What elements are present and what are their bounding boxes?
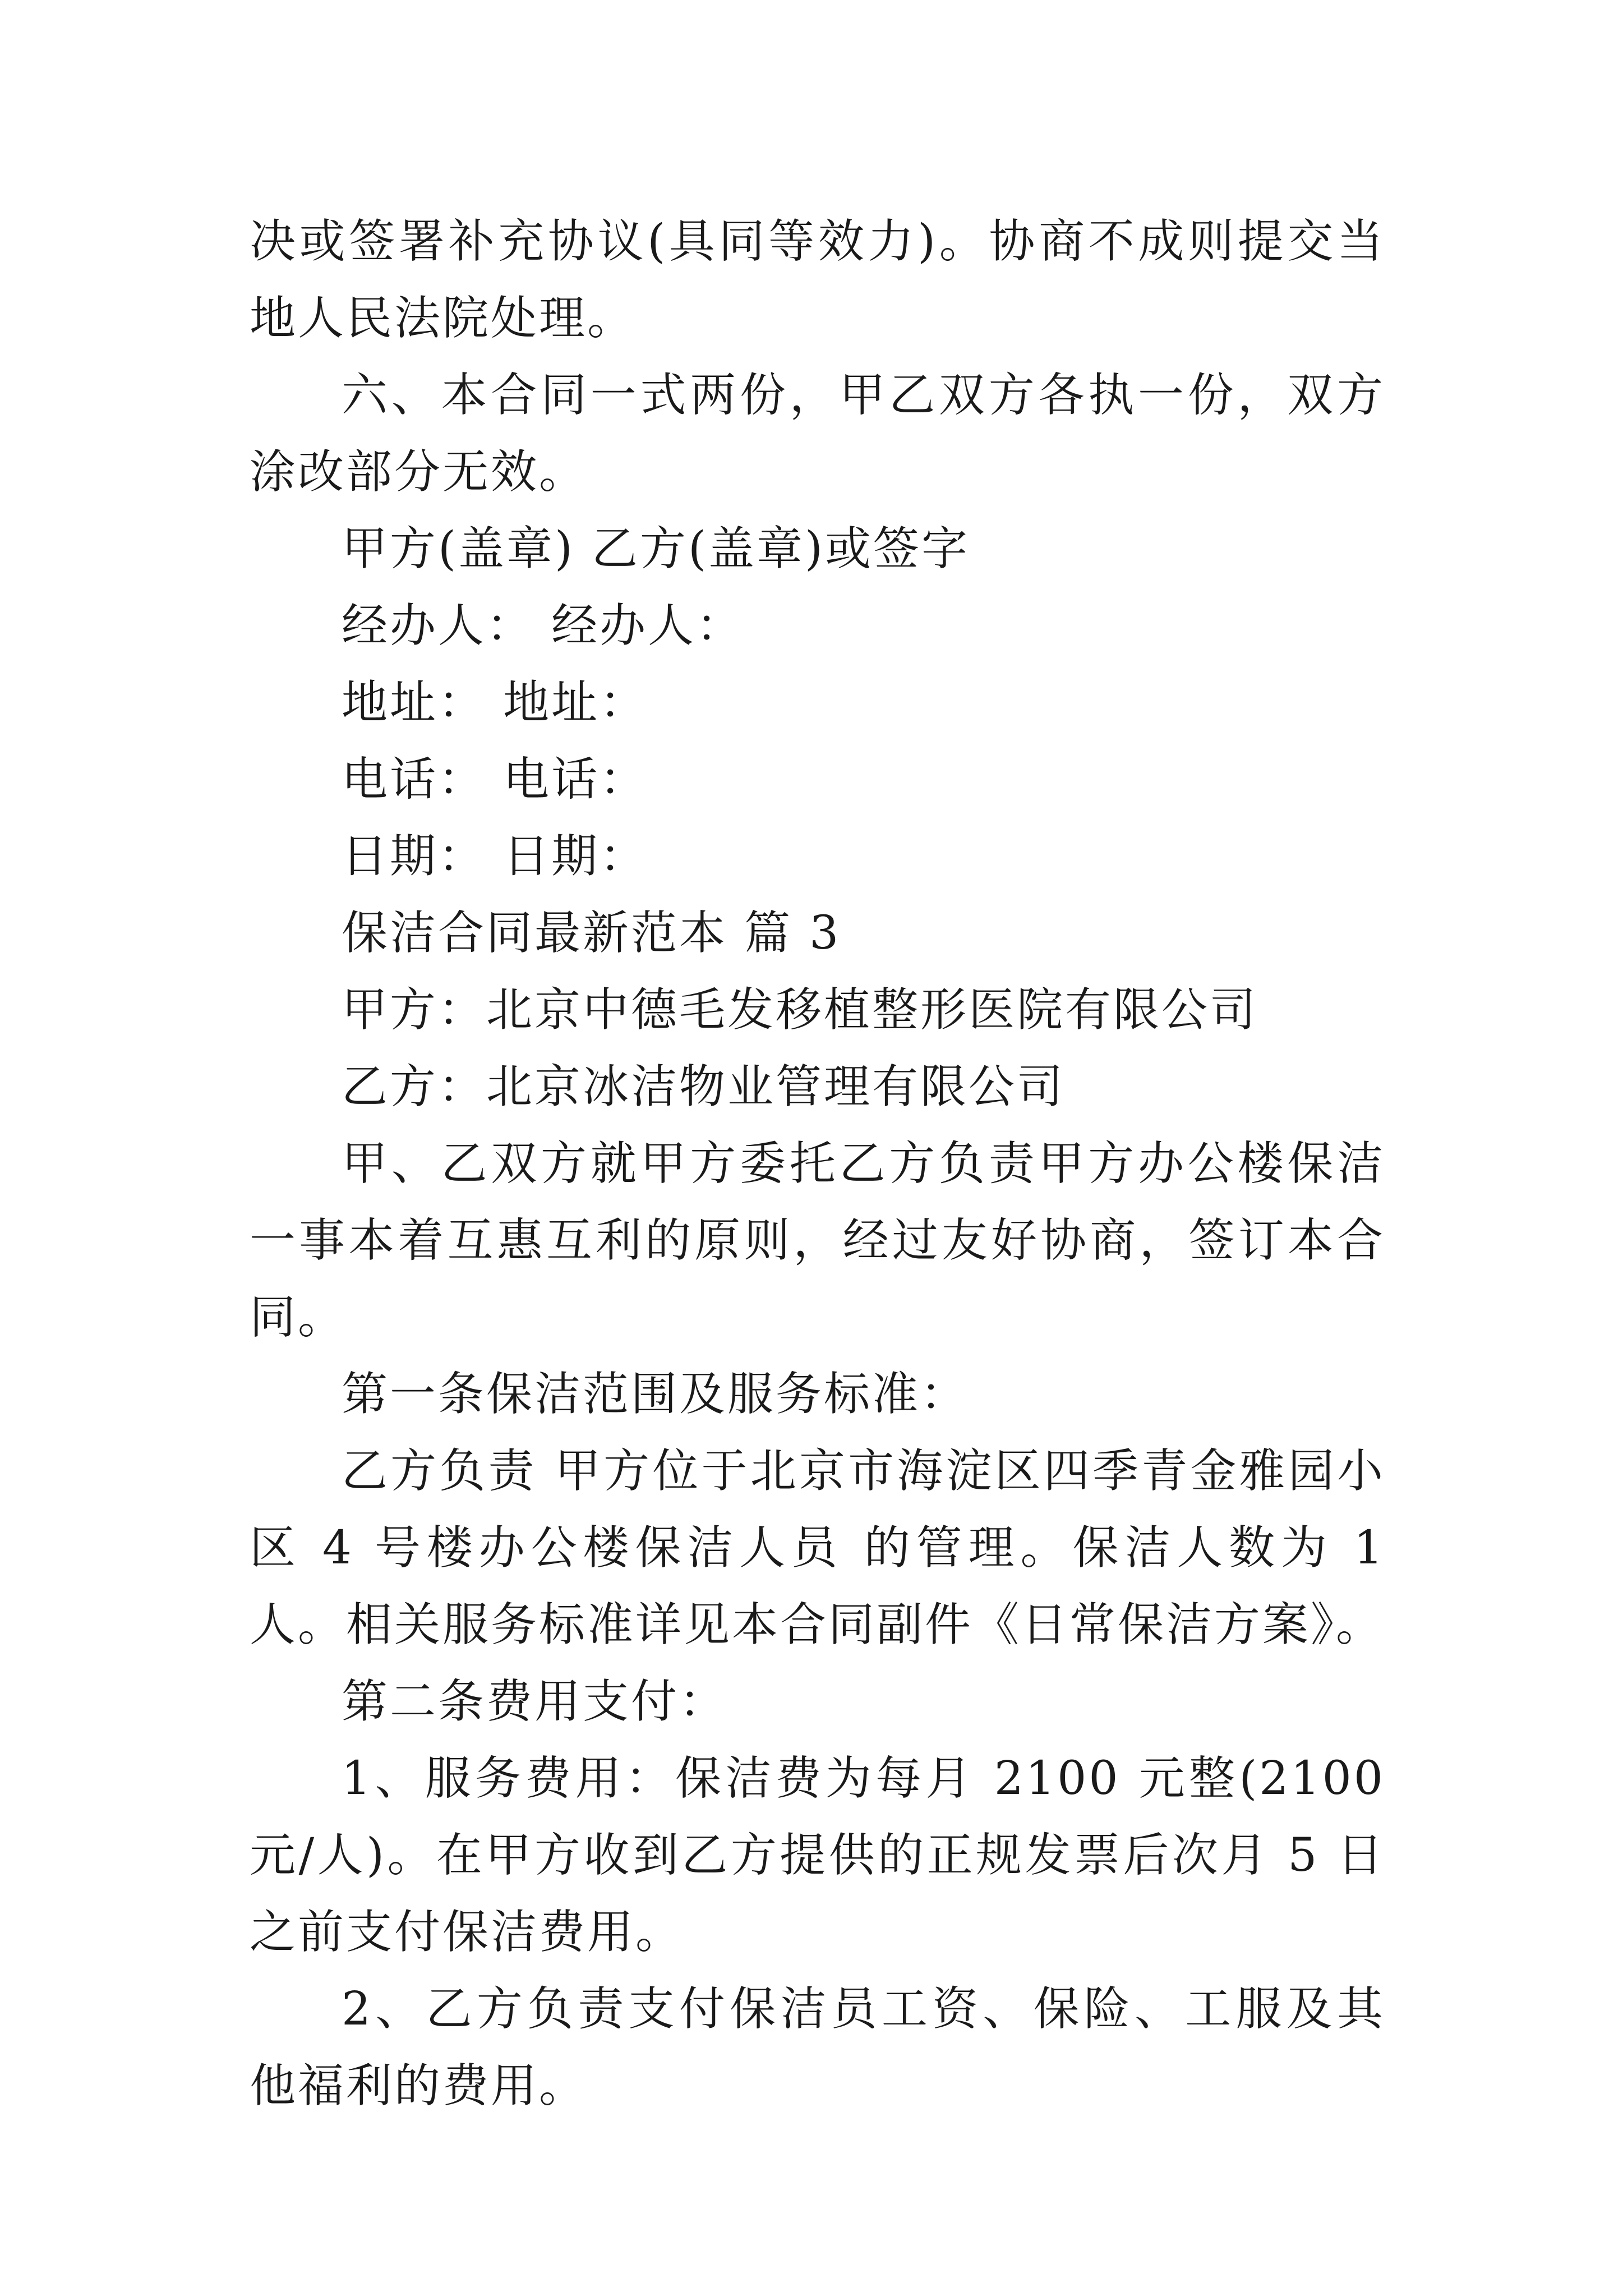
paragraph-scope: 乙方负责 甲方位于北京市海淀区四季青金雅园小区 4 号楼办公楼保洁人员 的管理。保洁人数为 1 人。相关服务标准详见本合同副件《日常保洁方案》。 xyxy=(250,1444,1385,1651)
paragraph-fee-item-1: 1、服务费用：保洁费为每月 2100 元整(2100 元/人)。在甲方收到乙方提供的正规发票后次月 5 日之前支付保洁费用。 xyxy=(250,1752,1385,1959)
signature-party-seal-line: 甲方(盖章) 乙方(盖章)或签字 xyxy=(342,522,970,576)
signature-agent-line: 经办人： 经办人： xyxy=(342,599,745,652)
article-1-heading: 第一条保洁范围及服务标准： xyxy=(342,1368,969,1421)
paragraph-dispute-resolution: 决或签署补充协议(具同等效力)。协商不成则提交当地人民法院处理。 xyxy=(250,215,1385,345)
section-heading: 保洁合同最新范本 篇 3 xyxy=(342,907,841,960)
article-2-heading: 第二条费用支付： xyxy=(342,1675,728,1728)
party-a-line: 甲方：北京中德毛发移植整形医院有限公司 xyxy=(342,983,1258,1037)
paragraph-fee-item-2: 2、乙方负责支付保洁员工资、保险、工服及其他福利的费用。 xyxy=(250,1982,1385,2113)
signature-phone-line: 电话： 电话： xyxy=(342,753,648,806)
paragraph-preamble: 甲、乙双方就甲方委托乙方负责甲方办公楼保洁一事本着互惠互利的原则，经过友好协商，签订本合同。 xyxy=(250,1137,1385,1344)
document-body xyxy=(250,203,1385,2124)
signature-date-line: 日期： 日期： xyxy=(342,830,648,883)
signature-address-line: 地址： 地址： xyxy=(342,676,648,729)
paragraph-copies-clause: 六、本合同一式两份，甲乙双方各执一份，双方涂改部分无效。 xyxy=(250,369,1385,499)
party-b-line: 乙方：北京冰洁物业管理有限公司 xyxy=(342,1060,1066,1114)
